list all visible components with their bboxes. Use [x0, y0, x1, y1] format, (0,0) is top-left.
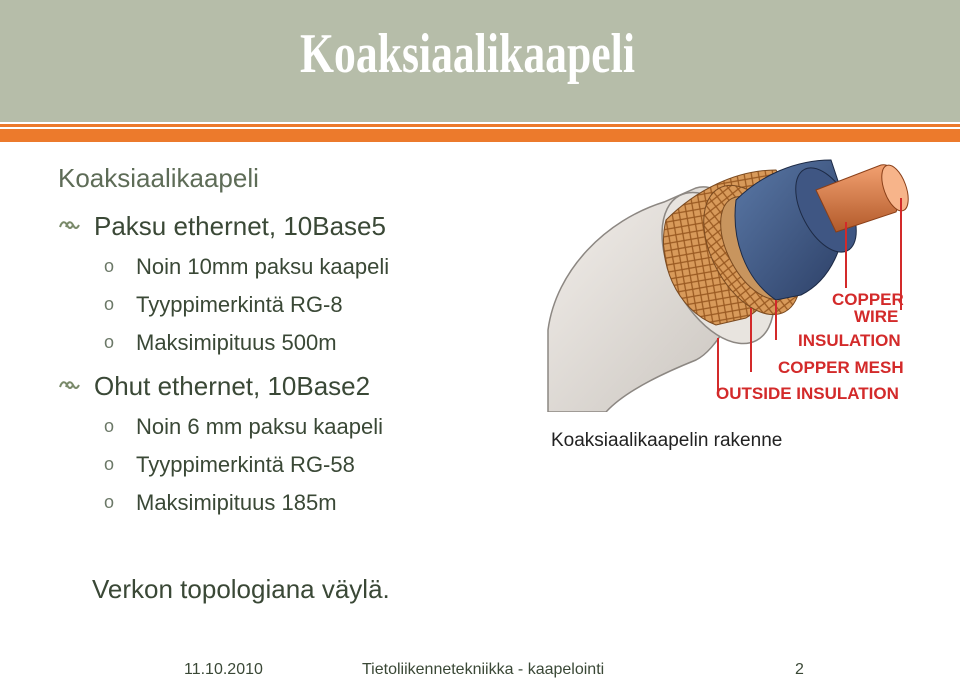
sub-text: Tyyppimerkintä RG-8 [136, 292, 343, 317]
bullet-label: Paksu ethernet, 10Base5 [94, 211, 386, 241]
bullet-wave-icon [58, 377, 80, 393]
figure-caption: Koaksiaalikaapelin rakenne [551, 430, 783, 451]
label-outside-insulation: OUTSIDE INSULATION [716, 384, 899, 403]
sub-marker: o [104, 492, 115, 512]
footer-course: Tietoliikennetekniikka - kaapelointi [362, 661, 605, 678]
sub-text: Noin 10mm paksu kaapeli [136, 254, 390, 279]
label-insulation: INSULATION [798, 331, 901, 350]
sub-marker: o [104, 256, 115, 276]
label-copper-mesh: COPPER MESH [778, 358, 904, 377]
label-wire: WIRE [854, 307, 899, 326]
sub-marker: o [104, 416, 115, 436]
bullet-label: Ohut ethernet, 10Base2 [94, 371, 371, 401]
label-copper: COPPER [832, 290, 904, 309]
sub-marker: o [104, 294, 115, 314]
sub-text: Maksimipituus 185m [136, 490, 337, 515]
bullet-wave-icon [58, 217, 80, 233]
sub-marker: o [104, 332, 115, 352]
sub-text: Tyyppimerkintä RG-58 [136, 452, 355, 477]
sub-text: Maksimipituus 500m [136, 330, 337, 355]
footer-date: 11.10.2010 [184, 661, 263, 678]
sub-text: Noin 6 mm paksu kaapeli [136, 414, 384, 439]
content-heading: Koaksiaalikaapeli [58, 163, 259, 193]
sub-marker: o [104, 454, 115, 474]
coax-cable-figure [546, 150, 911, 412]
accent-bar [0, 129, 960, 142]
footer-page-number: 2 [795, 661, 804, 678]
topology-note: Verkon topologiana väylä. [92, 574, 390, 604]
slide-title: Koaksiaalikaapeli [300, 23, 635, 85]
